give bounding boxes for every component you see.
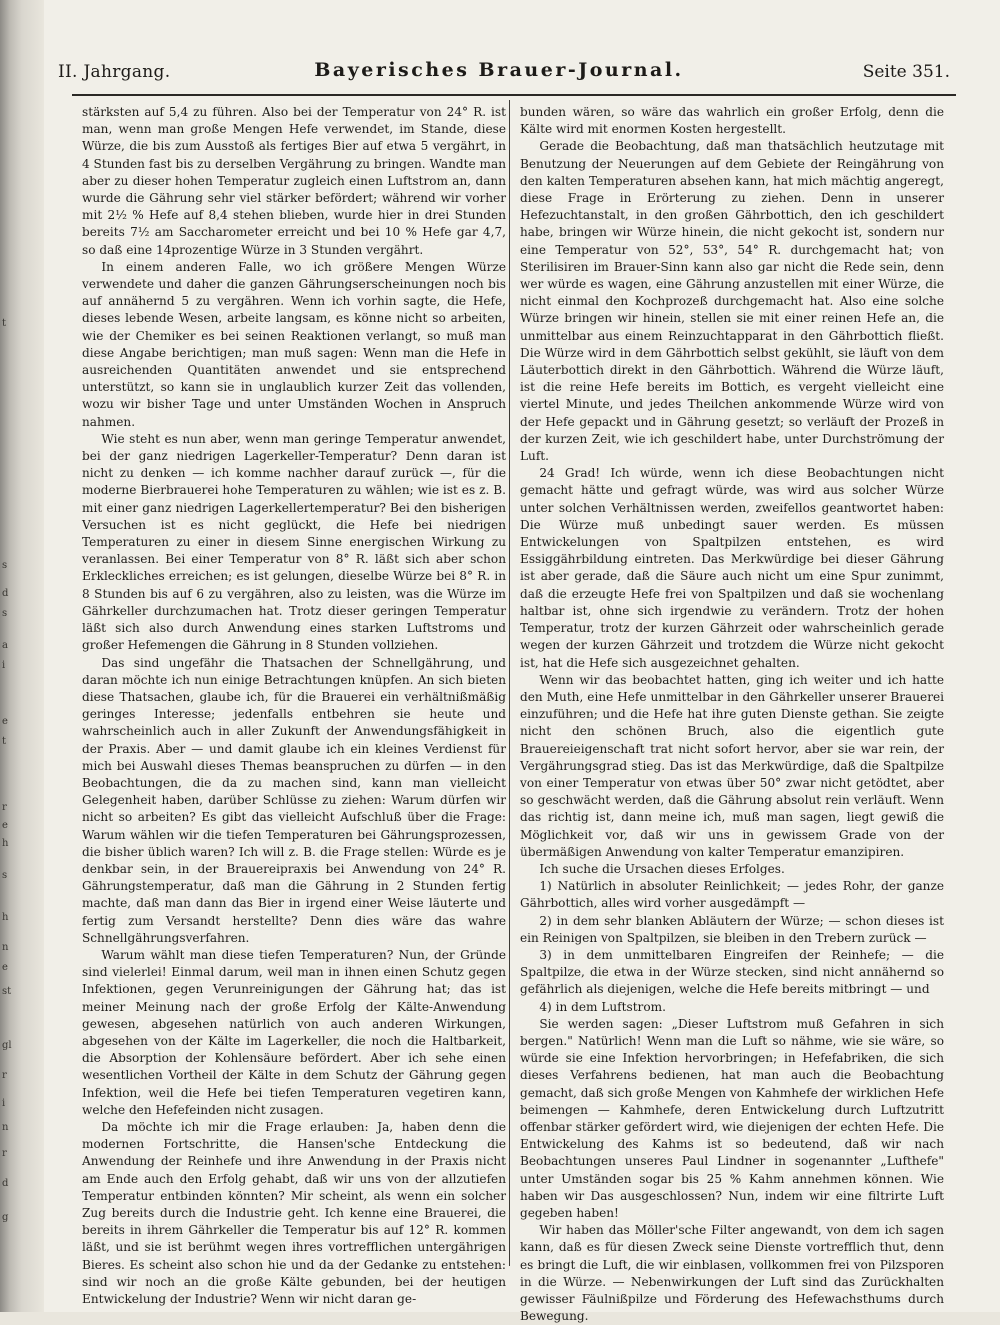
left-column	[82, 104, 506, 1308]
adjacent-page-fragments	[2, 0, 16, 1312]
margin-fragment: t	[2, 318, 7, 329]
header-rule	[72, 94, 956, 96]
margin-fragment: r	[2, 802, 7, 813]
page-number: Seite 351.	[862, 62, 950, 82]
margin-fragment: n	[2, 942, 9, 953]
list-item: 4) in dem Luftstrom.	[539, 999, 666, 1014]
journal-title: Bayerisches Brauer-Journal.	[314, 59, 684, 81]
margin-fragment: g	[2, 1212, 9, 1223]
margin-fragment: d	[2, 1178, 9, 1189]
paragraph: Wenn wir das beobachtet hatten, ging ich weiter und ich hatte den Muth, eine Hefe unmittelbar in den Gährkeller unserer Brauerei einzuführen; und die Hefe hat ihre guten Dienste gethan. Sie zeigte nicht den schönen Bruch, also die eigentlich gute Brauereieigenschaft trat nicht sofort hervor, aber sie war rein, der Vergährungsgrad stieg. Das ist das Merkwürdige, daß die Spaltpilze von einer Temperatur von etwas über 50° zwar nicht getödtet, aber so geschwächt werden, daß die Gährung absolut rein verläuft. Wenn das richtig ist, dann meine ich, muß man sagen, liegt gewiß die Möglichkeit vor, daß wir uns in gewissem Grade von der übermäßigen Anwendung von kalter Temperatur emanzipiren.	[520, 672, 944, 859]
paragraph: Sie werden sagen: „Dieser Luftstrom muß Gefahren in sich bergen." Natürlich! Wenn man die Luft so nähme, wie sie wäre, so würde sie eine Infektion hervorbringen; in Hefefabriken, die sich dieses Verfahrens bedienen, hat man auch die Beobachtung gemacht, daß sich große Mengen von Kahmhefe der wirklichen Hefe beimengen — Kahmhefe, deren Entwickelung durch Luftzutritt offenbar stärker gefördert wird, wie diejenigen der echten Hefe. Die Entwickelung des Kahms ist so bedeutend, daß wir nach Beobachtungen unseres Paul Lindner in sogenannter „Lufthefe" unter Umständen sogar bis 25 % Kahm annehmen können. Wie haben wir Das ausgeschlossen? Nun, indem wir eine filtrirte Luft gegeben haben!	[520, 1016, 944, 1220]
margin-fragment: e	[2, 716, 8, 727]
margin-fragment: gl	[2, 1040, 12, 1051]
paragraph: Da möchte ich mir die Frage erlauben: Ja, haben denn die modernen Fortschritte, die Hansen'sche Entdeckung die Anwendung der Reinhefe und ihre Anwendung in der Praxis nicht am Ende auch den Erfolg gehabt, daß wir uns von der allzutiefen Temperatur entbinden könnten? Mir scheint, als wenn ein solcher Zug bereits durch die Industrie geht. Ich kenne eine Brauerei, die bereits in ihrem Gährkeller die Temperatur bis auf 12° R. kommen läßt, und sie ist berühmt wegen ihres vortrefflichen untergährigen Bieres. Es scheint also schon hie und da der Gedanke zu entstehen: sind wir noch an die große Kälte gebunden, bei der heutigen Entwickelung der Industrie? Wenn wir nicht daran ge-	[82, 1119, 506, 1307]
margin-fragment: s	[2, 608, 8, 619]
margin-fragment: i	[2, 1098, 6, 1109]
list-item: 3) in dem unmittelbaren Eingreifen der Reinhefe; — die Spaltpilze, die etwa in der Würze stecken, sind nicht annähernd so gefährlich als diejenigen, welche die Hefe bereits mitbringt — und	[520, 947, 944, 997]
margin-fragment: r	[2, 1148, 7, 1159]
binding-gutter	[0, 0, 44, 1312]
margin-fragment: st	[2, 986, 12, 997]
margin-fragment: n	[2, 1122, 9, 1133]
paragraph: bunden wären, so wäre das wahrlich ein großer Erfolg, denn die Kälte wird mit enormen Kosten hergestellt.	[520, 105, 944, 137]
paragraph: Wir haben das Möller'sche Filter angewandt, von dem ich sagen kann, daß es für diesen Zweck seine Dienste vortrefflich thut, denn es bringt die Luft, die wir einblasen, vollkommen frei von Pilzsporen in die Würze. — Nebenwirkungen der Luft sind das Zurückhalten gewisser Fäulnißpilze und Förderung des Hefewachsthums durch Bewegung.	[520, 1223, 944, 1324]
volume-label: II. Jahrgang.	[58, 62, 171, 82]
list-item: 2) in dem sehr blanken Abläutern der Würze; — schon dieses ist ein Reinigen von Spaltpilzen, sie bleiben in den Trebern zurück —	[520, 913, 944, 945]
margin-fragment: t	[2, 736, 7, 747]
margin-fragment: h	[2, 912, 9, 923]
running-header	[44, 59, 954, 88]
list-item: 1) Natürlich in absoluter Reinlichkeit; — jedes Rohr, der ganze Gährbottich, alles wird vorher ausgedämpft —	[520, 879, 944, 911]
column-divider	[509, 100, 510, 1266]
margin-fragment: r	[2, 1070, 7, 1081]
margin-fragment: e	[2, 962, 8, 973]
paragraph: Wie steht es nun aber, wenn man geringe Temperatur anwendet, bei der ganz niedrigen Lagerkeller-Temperatur? Denn daran ist nicht zu denken — ich komme nachher darauf zurück —, für die moderne Bierbrauerei hohe Temperaturen zu wählen; wie ist es z. B. mit einer ganz niedrigen Lagerkellertemperatur? Bei den bisherigen Versuchen ist es nicht geglückt, die Hefe bei niedrigen Temperaturen zu einer in diesem Sinne energischen Wirkung zu veranlassen. Bei einer Temperatur von 8° R. läßt sich aber schon Erkleckliches erreichen; es ist gelungen, dieselbe Würze bei 8° R. in 8 Stunden bis auf 6 zu vergähren, also zu leisten, was die Würze im Gährkeller durchzumachen hat. Trotz dieser geringen Temperatur läßt sich also durch Anwendung eines starken Luftstroms und großer Hefemengen die Gährung in 8 Stunden vollziehen.	[82, 431, 506, 653]
margin-fragment: a	[2, 640, 8, 651]
margin-fragment: e	[2, 820, 8, 831]
paragraph: Ich suche die Ursachen dieses Erfolges.	[539, 861, 785, 876]
margin-fragment: h	[2, 838, 9, 849]
paragraph: In einem anderen Falle, wo ich größere Mengen Würze verwendete und daher die ganzen Gährungserscheinungen noch bis auf annähernd 5 zu vergähren. Wenn ich vorhin sagte, die Hefe, dieses lebende Wesen, arbeite langsam, es könne nicht so arbeiten, wie der Chemiker es bei seinen Reaktionen verlangt, so muß man diese Angabe berichtigen; man muß sagen: Wenn man die Hefe in ausreichenden Quantitäten anwendet und sie entsprechend unterstützt, so kann sie in unglaublich kurzer Zeit das vollenden, wozu wir bisher Tage und unter Umständen Wochen in Anspruch nahmen.	[82, 259, 506, 429]
margin-fragment: s	[2, 560, 8, 571]
paragraph: Warum wählt man diese tiefen Temperaturen? Nun, der Gründe sind vielerlei! Einmal darum, weil man in ihnen einen Schutz gegen Infektionen, gegen Verunreinigungen der Gährung hat; das ist meiner Meinung nach der große Erfolg der Kälte-Anwendung gewesen, abgesehen natürlich von auch anderen Wirkungen, abgesehen von der Kälte im Lagerkeller, die noch die Haltbarkeit, die Absorption der Kohlensäure befördert. Aber ich sehe einen wesentlichen Vortheil der Kälte in dem Schutz der Gährung gegen Infektion, weil die Hefe bei tiefen Temperaturen vegetiren kann, welche den Hefefeinden nicht zusagen.	[82, 947, 506, 1117]
paragraph: Das sind ungefähr die Thatsachen der Schnellgährung, und daran möchte ich nun einige Betrachtungen knüpfen. An sich bieten diese Thatsachen, glaube ich, für die Brauerei ein verhältnißmäßig geringes Interesse; jedenfalls entbehren sie heute und wahrscheinlich auch in aller Zukunft der Anwendungsfähigkeit in der Praxis. Aber — und damit glaube ich ein kleines Verdienst für mich bei Auswahl dieses Themas beanspruchen zu dürfen — in den Beobachtungen, die da zu machen sind, kann man vielleicht Gelegenheit haben, darüber Schlüsse zu ziehen: Warum dürfen wir nicht so arbeiten? Es gibt das vielleicht Aufschluß über die Frage: Warum wählen wir die tiefen Temperaturen bei Gährungsprozessen, die bisher üblich waren? Ich will z. B. die Frage stellen: Würde es je denkbar sein, in der Brauereipraxis bei Anwendung von 24° R. Gährungstemperatur, daß man die Gährung in 2 Stunden fertig machte, daß man dann das Bier in irgend einer Weise läuterte und fertig zum Versandt herstellte? Denn dies wäre das wahre Schnellgährungsverfahren.	[82, 655, 506, 945]
margin-fragment: i	[2, 660, 6, 671]
margin-fragment: d	[2, 588, 9, 599]
paragraph: Gerade die Beobachtung, daß man thatsächlich heutzutage mit Benutzung der Neuerungen auf dem Gebiete der Reingährung von den kalten Temperaturen absehen kann, hat mich mächtig angeregt, diese Frage in Erörterung zu ziehen. Denn in unserer Hefezuchtanstalt, in den großen Gährbottich, den ich geschildert habe, bringen wir Würze hinein, die nicht gekocht ist, sondern nur eine Temperatur von 52°, 53°, 54° R. durchgemacht hat; von Sterilisiren im Brauer-Sinn kann also gar nicht die Rede sein, denn wer würde es wagen, eine Gährung anzustellen mit einer Würze, die nicht einmal den Kochprozeß durchgemacht hat. Also eine solche Würze bringen wir hinein, stellen sie mit einer reinen Hefe an, die unmittelbar aus einem Reinzuchtapparat in den Gährbottich fließt. Die Würze wird in dem Gährbottich selbst gekühlt, sie läuft von dem Läuterbottich direkt in den Gährbottich. Während die Würze läuft, ist die reine Hefe bereits im Bottich, es vergeht vielleicht eine viertel Minute, und jedes Theilchen ankommende Würze wird von der Hefe gepackt und in Gährung gesetzt; so verläuft der Prozeß in der kurzen Zeit, wie ich geschildert habe, unter Durchströmung der Luft.	[520, 139, 944, 464]
paragraph: 24 Grad! Ich würde, wenn ich diese Beobachtungen nicht gemacht hätte und gefragt würde, was wird aus solcher Würze unter solchen Verhältnissen werden, zweifellos geantwortet haben: Die Würze muß unbedingt sauer werden. Es müssen Entwickelungen von Spaltpilzen entstehen, es wird Essiggährbildung eintreten. Das Merkwürdige bei dieser Gährung ist aber gerade, daß die Säure auch nicht um eine Spur zunimmt, daß die erzeugte Hefe frei von Spaltpilzen und daß sie wochenlang haltbar ist, ohne sich irgendwie zu verändern. Trotz der hohen Temperatur, trotz der kurzen Gährzeit oder wahrscheinlich gerade wegen der kurzen Gährzeit und trotzdem die Würze nicht gekocht ist, hat die Hefe sich ausgezeichnet gehalten.	[520, 466, 944, 670]
right-column	[520, 104, 944, 1325]
paragraph: stärksten auf 5,4 zu führen. Also bei der Temperatur von 24° R. ist man, wenn man große Mengen Hefe verwendet, im Stande, diese Würze, die bis zum Ausstoß als fertiges Bier auf etwa 5 vergährt, in 4 Stunden fast bis zu derselben Vergährung zu bringen. Wandte man aber zu dieser hohen Temperatur zugleich einen Luftstrom an, dann wurde die Gährung sehr viel stärker befördert; während wir vorher mit 2½ % Hefe auf 8,4 stehen blieben, wurde hier in drei Stunden bereits 7½ am Saccharometer erreicht und bei 10 % Hefe gar 4,7, so daß eine 14prozentige Würze in 3 Stunden vergährt.	[82, 105, 506, 257]
margin-fragment: s	[2, 870, 8, 881]
